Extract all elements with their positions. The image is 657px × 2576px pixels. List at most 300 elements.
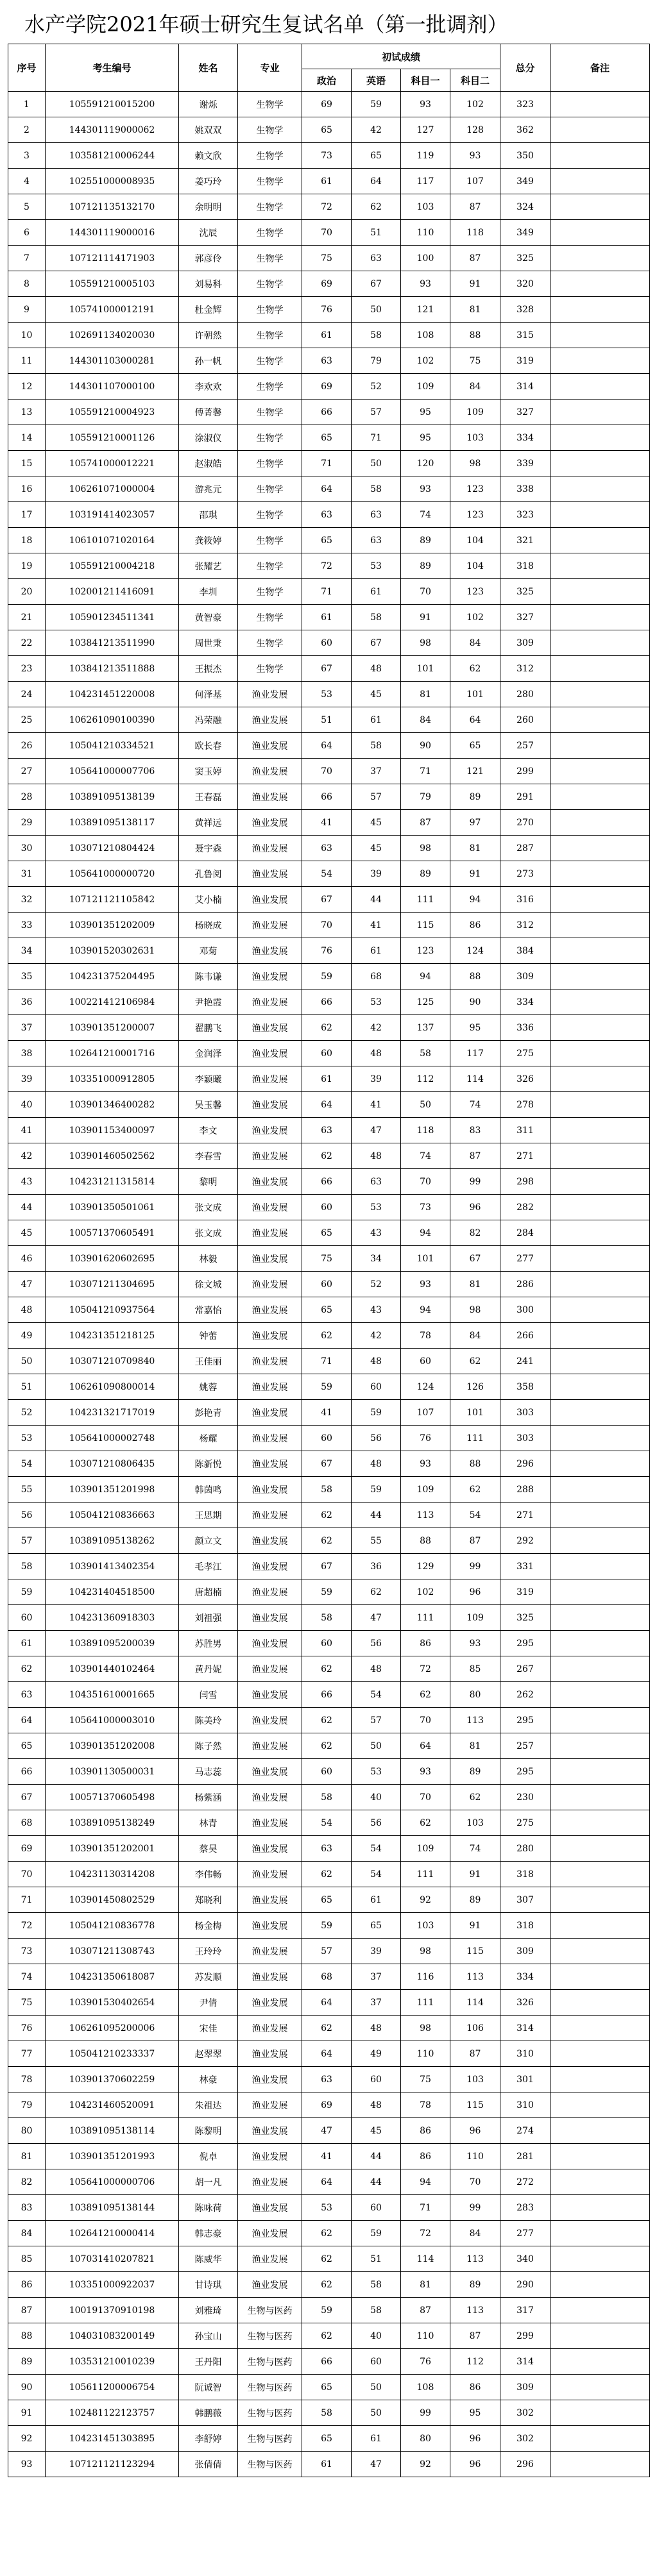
cell-major: 生物学 — [238, 143, 302, 169]
cell-remark — [550, 2041, 650, 2067]
table-row — [8, 92, 650, 117]
cell-major: 渔业发展 — [238, 1528, 302, 1554]
cell-politics: 68 — [302, 1964, 352, 1990]
cell-english: 44 — [352, 2144, 401, 2169]
cell-english: 59 — [352, 92, 401, 117]
cell-seq: 67 — [8, 1785, 46, 1810]
cell-subject1: 62 — [401, 1810, 450, 1836]
cell-subject2: 99 — [450, 1169, 500, 1195]
table-body — [8, 92, 650, 2477]
cell-name: 黄丹妮 — [179, 1656, 238, 1682]
cell-exam-id: 105041210836778 — [46, 1913, 179, 1939]
cell-major: 渔业发展 — [238, 2144, 302, 2169]
cell-remark — [550, 1143, 650, 1169]
cell-politics: 69 — [302, 2092, 352, 2118]
cell-total: 340 — [500, 2246, 550, 2272]
cell-remark — [550, 2169, 650, 2195]
cell-seq: 42 — [8, 1143, 46, 1169]
cell-major: 生物学 — [238, 246, 302, 271]
cell-remark — [550, 1964, 650, 1990]
cell-name: 邓菊 — [179, 938, 238, 964]
cell-exam-id: 103901440102464 — [46, 1656, 179, 1682]
cell-subject2: 96 — [450, 2452, 500, 2477]
cell-politics: 66 — [302, 2349, 352, 2375]
cell-english: 40 — [352, 2323, 401, 2349]
cell-total: 318 — [500, 1862, 550, 1887]
cell-total: 302 — [500, 2400, 550, 2426]
table-row — [8, 1246, 650, 1272]
cell-subject2: 113 — [450, 1964, 500, 1990]
cell-english: 48 — [352, 1451, 401, 1477]
cell-politics: 62 — [302, 1862, 352, 1887]
cell-remark — [550, 348, 650, 374]
cell-major: 生物学 — [238, 579, 302, 605]
cell-english: 48 — [352, 1041, 401, 1066]
cell-subject1: 94 — [401, 1297, 450, 1323]
table-row — [8, 913, 650, 938]
cell-remark — [550, 1579, 650, 1605]
cell-major: 生物与医药 — [238, 2323, 302, 2349]
table-row — [8, 1887, 650, 1913]
cell-subject2: 84 — [450, 2221, 500, 2246]
cell-total: 270 — [500, 810, 550, 836]
cell-major: 生物学 — [238, 630, 302, 656]
table-row — [8, 1272, 650, 1297]
cell-exam-id: 103891095200039 — [46, 1631, 179, 1656]
cell-exam-id: 104231350618087 — [46, 1964, 179, 1990]
cell-english: 45 — [352, 682, 401, 707]
cell-remark — [550, 1015, 650, 1041]
cell-major: 渔业发展 — [238, 1939, 302, 1964]
cell-total: 331 — [500, 1554, 550, 1579]
cell-seq: 69 — [8, 1836, 46, 1862]
table-row — [8, 1862, 650, 1887]
cell-seq: 24 — [8, 682, 46, 707]
cell-exam-id: 144301119000062 — [46, 117, 179, 143]
cell-subject2: 87 — [450, 194, 500, 220]
cell-exam-id: 103891095138114 — [46, 2118, 179, 2144]
cell-name: 孔鲁阅 — [179, 861, 238, 887]
cell-politics: 64 — [302, 1990, 352, 2016]
cell-english: 60 — [352, 2067, 401, 2092]
cell-seq: 79 — [8, 2092, 46, 2118]
cell-major: 渔业发展 — [238, 2092, 302, 2118]
cell-name: 李舒婷 — [179, 2426, 238, 2452]
cell-total: 323 — [500, 92, 550, 117]
cell-total: 257 — [500, 1733, 550, 1759]
cell-politics: 65 — [302, 1220, 352, 1246]
cell-seq: 28 — [8, 784, 46, 810]
cell-subject1: 98 — [401, 2016, 450, 2041]
cell-name: 韩鹏薇 — [179, 2400, 238, 2426]
cell-english: 58 — [352, 2272, 401, 2298]
cell-total: 334 — [500, 425, 550, 451]
cell-subject1: 58 — [401, 1041, 450, 1066]
cell-total: 321 — [500, 528, 550, 553]
cell-major: 渔业发展 — [238, 2016, 302, 2041]
table-row — [8, 323, 650, 348]
cell-seq: 90 — [8, 2375, 46, 2400]
cell-exam-id: 104031083200149 — [46, 2323, 179, 2349]
cell-seq: 9 — [8, 297, 46, 323]
cell-exam-id: 104231321717019 — [46, 1400, 179, 1426]
cell-exam-id: 103901130500031 — [46, 1759, 179, 1785]
cell-subject1: 107 — [401, 1400, 450, 1426]
cell-subject1: 113 — [401, 1503, 450, 1528]
cell-subject2: 80 — [450, 1682, 500, 1708]
cell-total: 325 — [500, 1605, 550, 1631]
cell-english: 45 — [352, 810, 401, 836]
cell-major: 渔业发展 — [238, 1220, 302, 1246]
table-row — [8, 682, 650, 707]
cell-remark — [550, 2246, 650, 2272]
cell-name: 赵翠翠 — [179, 2041, 238, 2067]
cell-politics: 75 — [302, 1246, 352, 1272]
cell-remark — [550, 1118, 650, 1143]
cell-name: 龚筱婷 — [179, 528, 238, 553]
cell-subject1: 102 — [401, 348, 450, 374]
table-row — [8, 1374, 650, 1400]
cell-total: 241 — [500, 1349, 550, 1374]
table-row — [8, 784, 650, 810]
cell-exam-id: 103901153400097 — [46, 1118, 179, 1143]
cell-name: 苏发顺 — [179, 1964, 238, 1990]
cell-politics: 62 — [302, 2323, 352, 2349]
cell-english: 39 — [352, 1066, 401, 1092]
cell-politics: 62 — [302, 2016, 352, 2041]
table-row — [8, 2272, 650, 2298]
cell-name: 赖文欣 — [179, 143, 238, 169]
cell-subject2: 124 — [450, 938, 500, 964]
cell-major: 渔业发展 — [238, 1887, 302, 1913]
cell-seq: 45 — [8, 1220, 46, 1246]
cell-exam-id: 105741000012191 — [46, 297, 179, 323]
cell-subject1: 86 — [401, 2118, 450, 2144]
cell-major: 生物学 — [238, 297, 302, 323]
cell-total: 316 — [500, 887, 550, 913]
cell-politics: 60 — [302, 1426, 352, 1451]
cell-remark — [550, 400, 650, 425]
cell-total: 318 — [500, 553, 550, 579]
cell-seq: 3 — [8, 143, 46, 169]
cell-total: 310 — [500, 2092, 550, 2118]
cell-politics: 61 — [302, 169, 352, 194]
cell-name: 李圳 — [179, 579, 238, 605]
table-row — [8, 579, 650, 605]
table-row — [8, 117, 650, 143]
cell-subject1: 125 — [401, 989, 450, 1015]
cell-subject2: 67 — [450, 1246, 500, 1272]
cell-remark — [550, 476, 650, 502]
cell-subject1: 93 — [401, 92, 450, 117]
cell-seq: 59 — [8, 1579, 46, 1605]
cell-exam-id: 104231360918303 — [46, 1605, 179, 1631]
cell-major: 生物学 — [238, 271, 302, 297]
cell-exam-id: 105591210001126 — [46, 425, 179, 451]
cell-name: 姚双双 — [179, 117, 238, 143]
cell-subject1: 110 — [401, 2323, 450, 2349]
cell-total: 301 — [500, 2067, 550, 2092]
cell-major: 生物学 — [238, 348, 302, 374]
table-row — [8, 2349, 650, 2375]
cell-politics: 65 — [302, 2375, 352, 2400]
cell-seq: 41 — [8, 1118, 46, 1143]
cell-subject1: 94 — [401, 964, 450, 989]
cell-remark — [550, 630, 650, 656]
cell-seq: 54 — [8, 1451, 46, 1477]
cell-exam-id: 107031410207821 — [46, 2246, 179, 2272]
cell-remark — [550, 323, 650, 348]
cell-english: 45 — [352, 2118, 401, 2144]
cell-name: 李伟畅 — [179, 1862, 238, 1887]
cell-remark — [550, 707, 650, 733]
cell-remark — [550, 1656, 650, 1682]
cell-total: 311 — [500, 1118, 550, 1143]
table-row — [8, 1297, 650, 1323]
cell-seq: 38 — [8, 1041, 46, 1066]
cell-major: 渔业发展 — [238, 2195, 302, 2221]
cell-seq: 61 — [8, 1631, 46, 1656]
cell-subject2: 114 — [450, 1990, 500, 2016]
table-row — [8, 656, 650, 682]
cell-name: 韩志豪 — [179, 2221, 238, 2246]
cell-major: 渔业发展 — [238, 1169, 302, 1195]
cell-total: 326 — [500, 1066, 550, 1092]
cell-major: 渔业发展 — [238, 913, 302, 938]
cell-politics: 64 — [302, 476, 352, 502]
cell-subject2: 98 — [450, 451, 500, 476]
cell-english: 44 — [352, 887, 401, 913]
cell-seq: 60 — [8, 1605, 46, 1631]
cell-subject1: 111 — [401, 1862, 450, 1887]
table-row — [8, 425, 650, 451]
cell-total: 362 — [500, 117, 550, 143]
cell-total: 299 — [500, 2323, 550, 2349]
cell-exam-id: 105041210937564 — [46, 1297, 179, 1323]
cell-subject1: 72 — [401, 1656, 450, 1682]
cell-subject2: 128 — [450, 117, 500, 143]
cell-english: 42 — [352, 117, 401, 143]
table-row — [8, 836, 650, 861]
cell-total: 273 — [500, 861, 550, 887]
cell-remark — [550, 2221, 650, 2246]
cell-subject1: 109 — [401, 1477, 450, 1503]
cell-exam-id: 106101071020164 — [46, 528, 179, 553]
table-row — [8, 1400, 650, 1426]
cell-subject1: 94 — [401, 1220, 450, 1246]
cell-politics: 62 — [302, 1015, 352, 1041]
table-row — [8, 1554, 650, 1579]
cell-subject1: 74 — [401, 502, 450, 528]
cell-major: 渔业发展 — [238, 1426, 302, 1451]
cell-subject1: 95 — [401, 425, 450, 451]
cell-subject2: 91 — [450, 1913, 500, 1939]
table-row — [8, 1528, 650, 1554]
cell-total: 309 — [500, 630, 550, 656]
cell-exam-id: 105741000012221 — [46, 451, 179, 476]
cell-politics: 63 — [302, 1836, 352, 1862]
cell-subject2: 113 — [450, 2298, 500, 2323]
cell-name: 杜金辉 — [179, 297, 238, 323]
cell-subject2: 99 — [450, 1554, 500, 1579]
cell-subject2: 118 — [450, 220, 500, 246]
cell-total: 302 — [500, 2426, 550, 2452]
cell-name: 王春磊 — [179, 784, 238, 810]
cell-name: 张文成 — [179, 1195, 238, 1220]
cell-politics: 61 — [302, 1066, 352, 1092]
cell-seq: 88 — [8, 2323, 46, 2349]
cell-remark — [550, 2375, 650, 2400]
cell-politics: 60 — [302, 1041, 352, 1066]
table-row — [8, 1451, 650, 1477]
cell-subject1: 70 — [401, 1169, 450, 1195]
cell-name: 王佳丽 — [179, 1349, 238, 1374]
cell-major: 生物学 — [238, 528, 302, 553]
cell-politics: 62 — [302, 2246, 352, 2272]
table-row — [8, 1631, 650, 1656]
cell-english: 47 — [352, 1118, 401, 1143]
cell-subject1: 110 — [401, 220, 450, 246]
table-row — [8, 605, 650, 630]
cell-total: 257 — [500, 733, 550, 759]
cell-exam-id: 103901351201998 — [46, 1477, 179, 1503]
cell-major: 渔业发展 — [238, 2272, 302, 2298]
cell-name: 张文成 — [179, 1220, 238, 1246]
cell-subject1: 118 — [401, 1118, 450, 1143]
cell-subject2: 90 — [450, 989, 500, 1015]
cell-english: 50 — [352, 297, 401, 323]
cell-politics: 62 — [302, 1143, 352, 1169]
cell-total: 278 — [500, 1092, 550, 1118]
cell-remark — [550, 553, 650, 579]
cell-politics: 53 — [302, 682, 352, 707]
cell-major: 生物学 — [238, 323, 302, 348]
table-row — [8, 297, 650, 323]
cell-subject1: 98 — [401, 630, 450, 656]
cell-exam-id: 105641000000706 — [46, 2169, 179, 2195]
cell-subject1: 93 — [401, 1451, 450, 1477]
cell-major: 渔业发展 — [238, 1836, 302, 1862]
cell-remark — [550, 682, 650, 707]
cell-remark — [550, 1631, 650, 1656]
cell-subject1: 86 — [401, 2144, 450, 2169]
cell-remark — [550, 733, 650, 759]
cell-total: 317 — [500, 2298, 550, 2323]
cell-english: 37 — [352, 1990, 401, 2016]
cell-total: 299 — [500, 759, 550, 784]
cell-seq: 11 — [8, 348, 46, 374]
cell-remark — [550, 1426, 650, 1451]
cell-remark — [550, 502, 650, 528]
cell-name: 闫雪 — [179, 1682, 238, 1708]
cell-english: 54 — [352, 1836, 401, 1862]
cell-major: 渔业发展 — [238, 1092, 302, 1118]
cell-subject1: 78 — [401, 2092, 450, 2118]
cell-major: 渔业发展 — [238, 1708, 302, 1733]
table-row — [8, 2246, 650, 2272]
cell-politics: 60 — [302, 1631, 352, 1656]
cell-english: 60 — [352, 2195, 401, 2221]
cell-exam-id: 105591210015200 — [46, 92, 179, 117]
cell-name: 林毅 — [179, 1246, 238, 1272]
cell-seq: 6 — [8, 220, 46, 246]
cell-subject1: 60 — [401, 1349, 450, 1374]
cell-total: 309 — [500, 1939, 550, 1964]
cell-total: 358 — [500, 1374, 550, 1400]
cell-subject1: 102 — [401, 1579, 450, 1605]
table-row — [8, 169, 650, 194]
cell-subject1: 137 — [401, 1015, 450, 1041]
cell-total: 320 — [500, 271, 550, 297]
cell-remark — [550, 2272, 650, 2298]
cell-remark — [550, 1323, 650, 1349]
table-row — [8, 1990, 650, 2016]
cell-total: 296 — [500, 2452, 550, 2477]
cell-subject1: 70 — [401, 579, 450, 605]
cell-remark — [550, 297, 650, 323]
table-row — [8, 2169, 650, 2195]
cell-english: 47 — [352, 1605, 401, 1631]
cell-remark — [550, 1939, 650, 1964]
cell-name: 许朝然 — [179, 323, 238, 348]
cell-total: 288 — [500, 1477, 550, 1503]
table-row — [8, 2323, 650, 2349]
cell-english: 57 — [352, 784, 401, 810]
cell-exam-id: 102551000008935 — [46, 169, 179, 194]
table-row — [8, 451, 650, 476]
cell-politics: 61 — [302, 323, 352, 348]
cell-name: 窦玉婷 — [179, 759, 238, 784]
cell-seq: 26 — [8, 733, 46, 759]
cell-exam-id: 103581210006244 — [46, 143, 179, 169]
cell-politics: 70 — [302, 759, 352, 784]
cell-subject2: 96 — [450, 2118, 500, 2144]
cell-major: 渔业发展 — [238, 1964, 302, 1990]
cell-subject1: 98 — [401, 1939, 450, 1964]
cell-subject1: 72 — [401, 2221, 450, 2246]
cell-name: 郭彦伶 — [179, 246, 238, 271]
cell-subject1: 115 — [401, 913, 450, 938]
cell-name: 吴玉馨 — [179, 1092, 238, 1118]
cell-subject1: 124 — [401, 1374, 450, 1400]
cell-english: 68 — [352, 964, 401, 989]
cell-total: 275 — [500, 1041, 550, 1066]
table-row — [8, 1836, 650, 1862]
cell-total: 260 — [500, 707, 550, 733]
cell-name: 刘易科 — [179, 271, 238, 297]
cell-subject1: 123 — [401, 938, 450, 964]
cell-name: 周世秉 — [179, 630, 238, 656]
cell-subject1: 64 — [401, 1733, 450, 1759]
cell-seq: 57 — [8, 1528, 46, 1554]
cell-english: 36 — [352, 1554, 401, 1579]
cell-seq: 5 — [8, 194, 46, 220]
cell-politics: 65 — [302, 2426, 352, 2452]
cell-name: 杨紫涵 — [179, 1785, 238, 1810]
cell-english: 41 — [352, 913, 401, 938]
cell-total: 287 — [500, 836, 550, 861]
cell-subject2: 88 — [450, 323, 500, 348]
cell-politics: 62 — [302, 2221, 352, 2246]
table-row — [8, 2221, 650, 2246]
cell-english: 79 — [352, 348, 401, 374]
cell-exam-id: 103891095138262 — [46, 1528, 179, 1554]
cell-name: 尹倩 — [179, 1990, 238, 2016]
cell-politics: 61 — [302, 605, 352, 630]
cell-subject2: 95 — [450, 1015, 500, 1041]
cell-total: 312 — [500, 913, 550, 938]
cell-politics: 69 — [302, 92, 352, 117]
